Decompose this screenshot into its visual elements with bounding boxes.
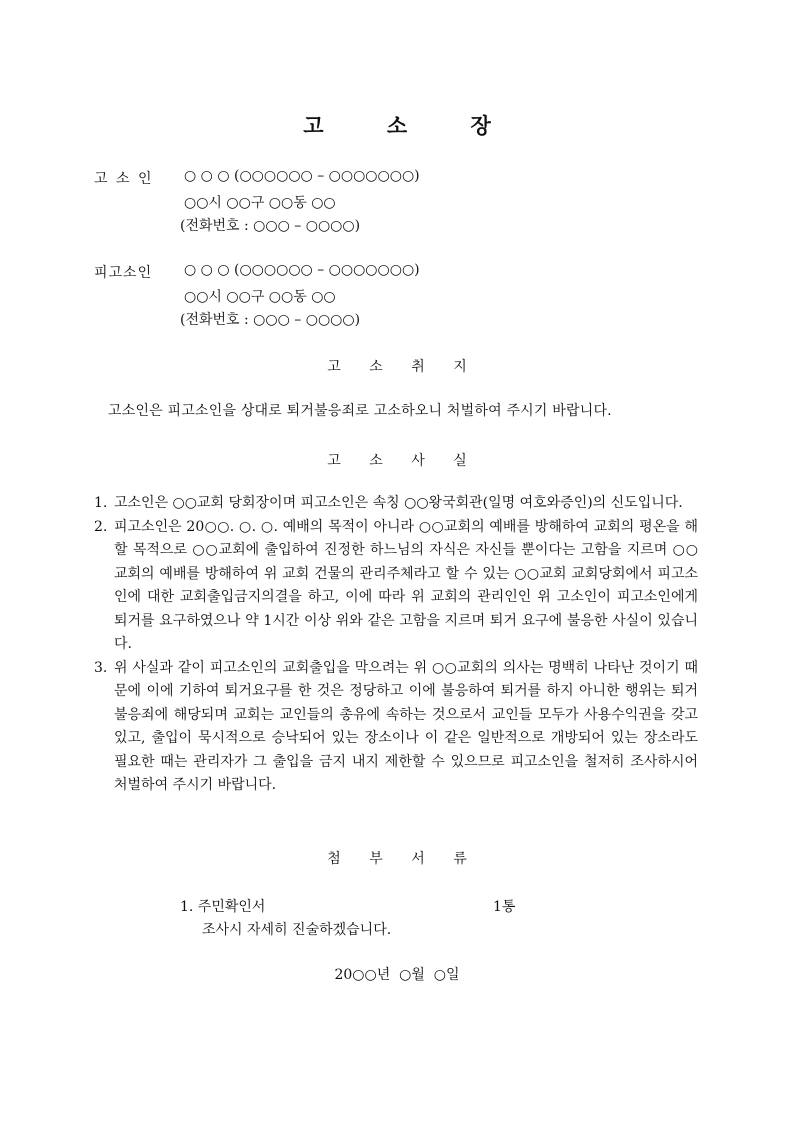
purpose-heading: 고 소 취 지 <box>327 359 479 375</box>
attachment-item-count: 1통 <box>493 899 516 915</box>
fact-number: 1. <box>94 495 108 511</box>
accused-address: ○○시 ○○구 ○○동 ○○ <box>184 289 336 305</box>
attachments-heading: 첨 부 서 류 <box>327 851 479 867</box>
facts-list <box>94 492 698 798</box>
fact-number: 3. <box>94 659 108 676</box>
fact-item <box>94 657 698 798</box>
fact-text: 고소인은 ○○교회 당회장이며 피고소인은 속칭 ○○왕국회관(일명 여호와증인)의 신도입니다. <box>114 495 683 511</box>
fact-text: 위 사실과 같이 피고소인의 교회출입을 막으려는 위 ○○교회의 의사는 명백히 나타난 것이기 때문에 이에 기하여 퇴거요구를 한 것은 정당하고 이에 불응하여 퇴거를 하지 아니한 행위는 퇴거불응죄에 해당되며 교회는 교인들의 총유에 속하는 것으로서 교인들 모두가 사용수익권을 갖고 있고, 출입이 묵시적으로 승낙되어 있는 장소이나 이 같은 일반적으로 개방되어 있는 장소라도 필요한 때는 관리자가 그 출입을 금지 내지 제한할 수 있으므로 피고소인을 철저히 조사하시어 처벌하여 주시기 바랍니다. <box>114 659 698 793</box>
document-date: 20○○년 ○월 ○일 <box>334 967 460 983</box>
purpose-text: 고소인은 피고소인을 상대로 퇴거불응죄로 고소하오니 처벌하여 주시기 바랍니다. <box>108 403 612 419</box>
fact-item <box>94 516 698 657</box>
accused-label: 피고소인 <box>94 265 153 281</box>
document-title: 고 소 장 <box>303 113 519 138</box>
accused-name: ○ ○ ○ (○○○○○○ – ○○○○○○○) <box>184 262 420 278</box>
complainant-phone: (전화번호 : ○○○ – ○○○○) <box>180 218 361 234</box>
attachment-note: 조사시 자세히 진술하겠습니다. <box>202 922 392 938</box>
complainant-label: 고 소 인 <box>94 171 154 187</box>
facts-heading: 고 소 사 실 <box>327 453 479 469</box>
fact-number: 2. <box>94 518 108 535</box>
attachment-item-label: 1. 주민확인서 <box>180 899 266 915</box>
fact-item <box>94 492 698 516</box>
accused-phone: (전화번호 : ○○○ – ○○○○) <box>180 312 361 328</box>
fact-text: 피고소인은 20○○. ○. ○. 예배의 목적이 아니라 ○○교회의 예배를 방해하여 교회의 평온을 해할 목적으로 ○○교회에 출입하여 진정한 하느님의 자식은 자신들 뿐이다는 고함을 지르며 ○○교회의 예배를 방해하여 위 교회 건물의 관리주체라고 할 수 있는 ○○교회 교회당회에서 피고소인에 대한 교회출입금지의결을 하고, 이에 따라 위 교회의 관리인인 위 고소인이 피고소인에게 퇴거를 요구하였으나 약 1시간 이상 위와 같은 고함을 지르며 퇴거 요구에 불응한 사실이 있습니다. <box>114 518 698 652</box>
complainant-address: ○○시 ○○구 ○○동 ○○ <box>184 195 336 211</box>
complainant-name: ○ ○ ○ (○○○○○○ – ○○○○○○○) <box>184 168 420 184</box>
